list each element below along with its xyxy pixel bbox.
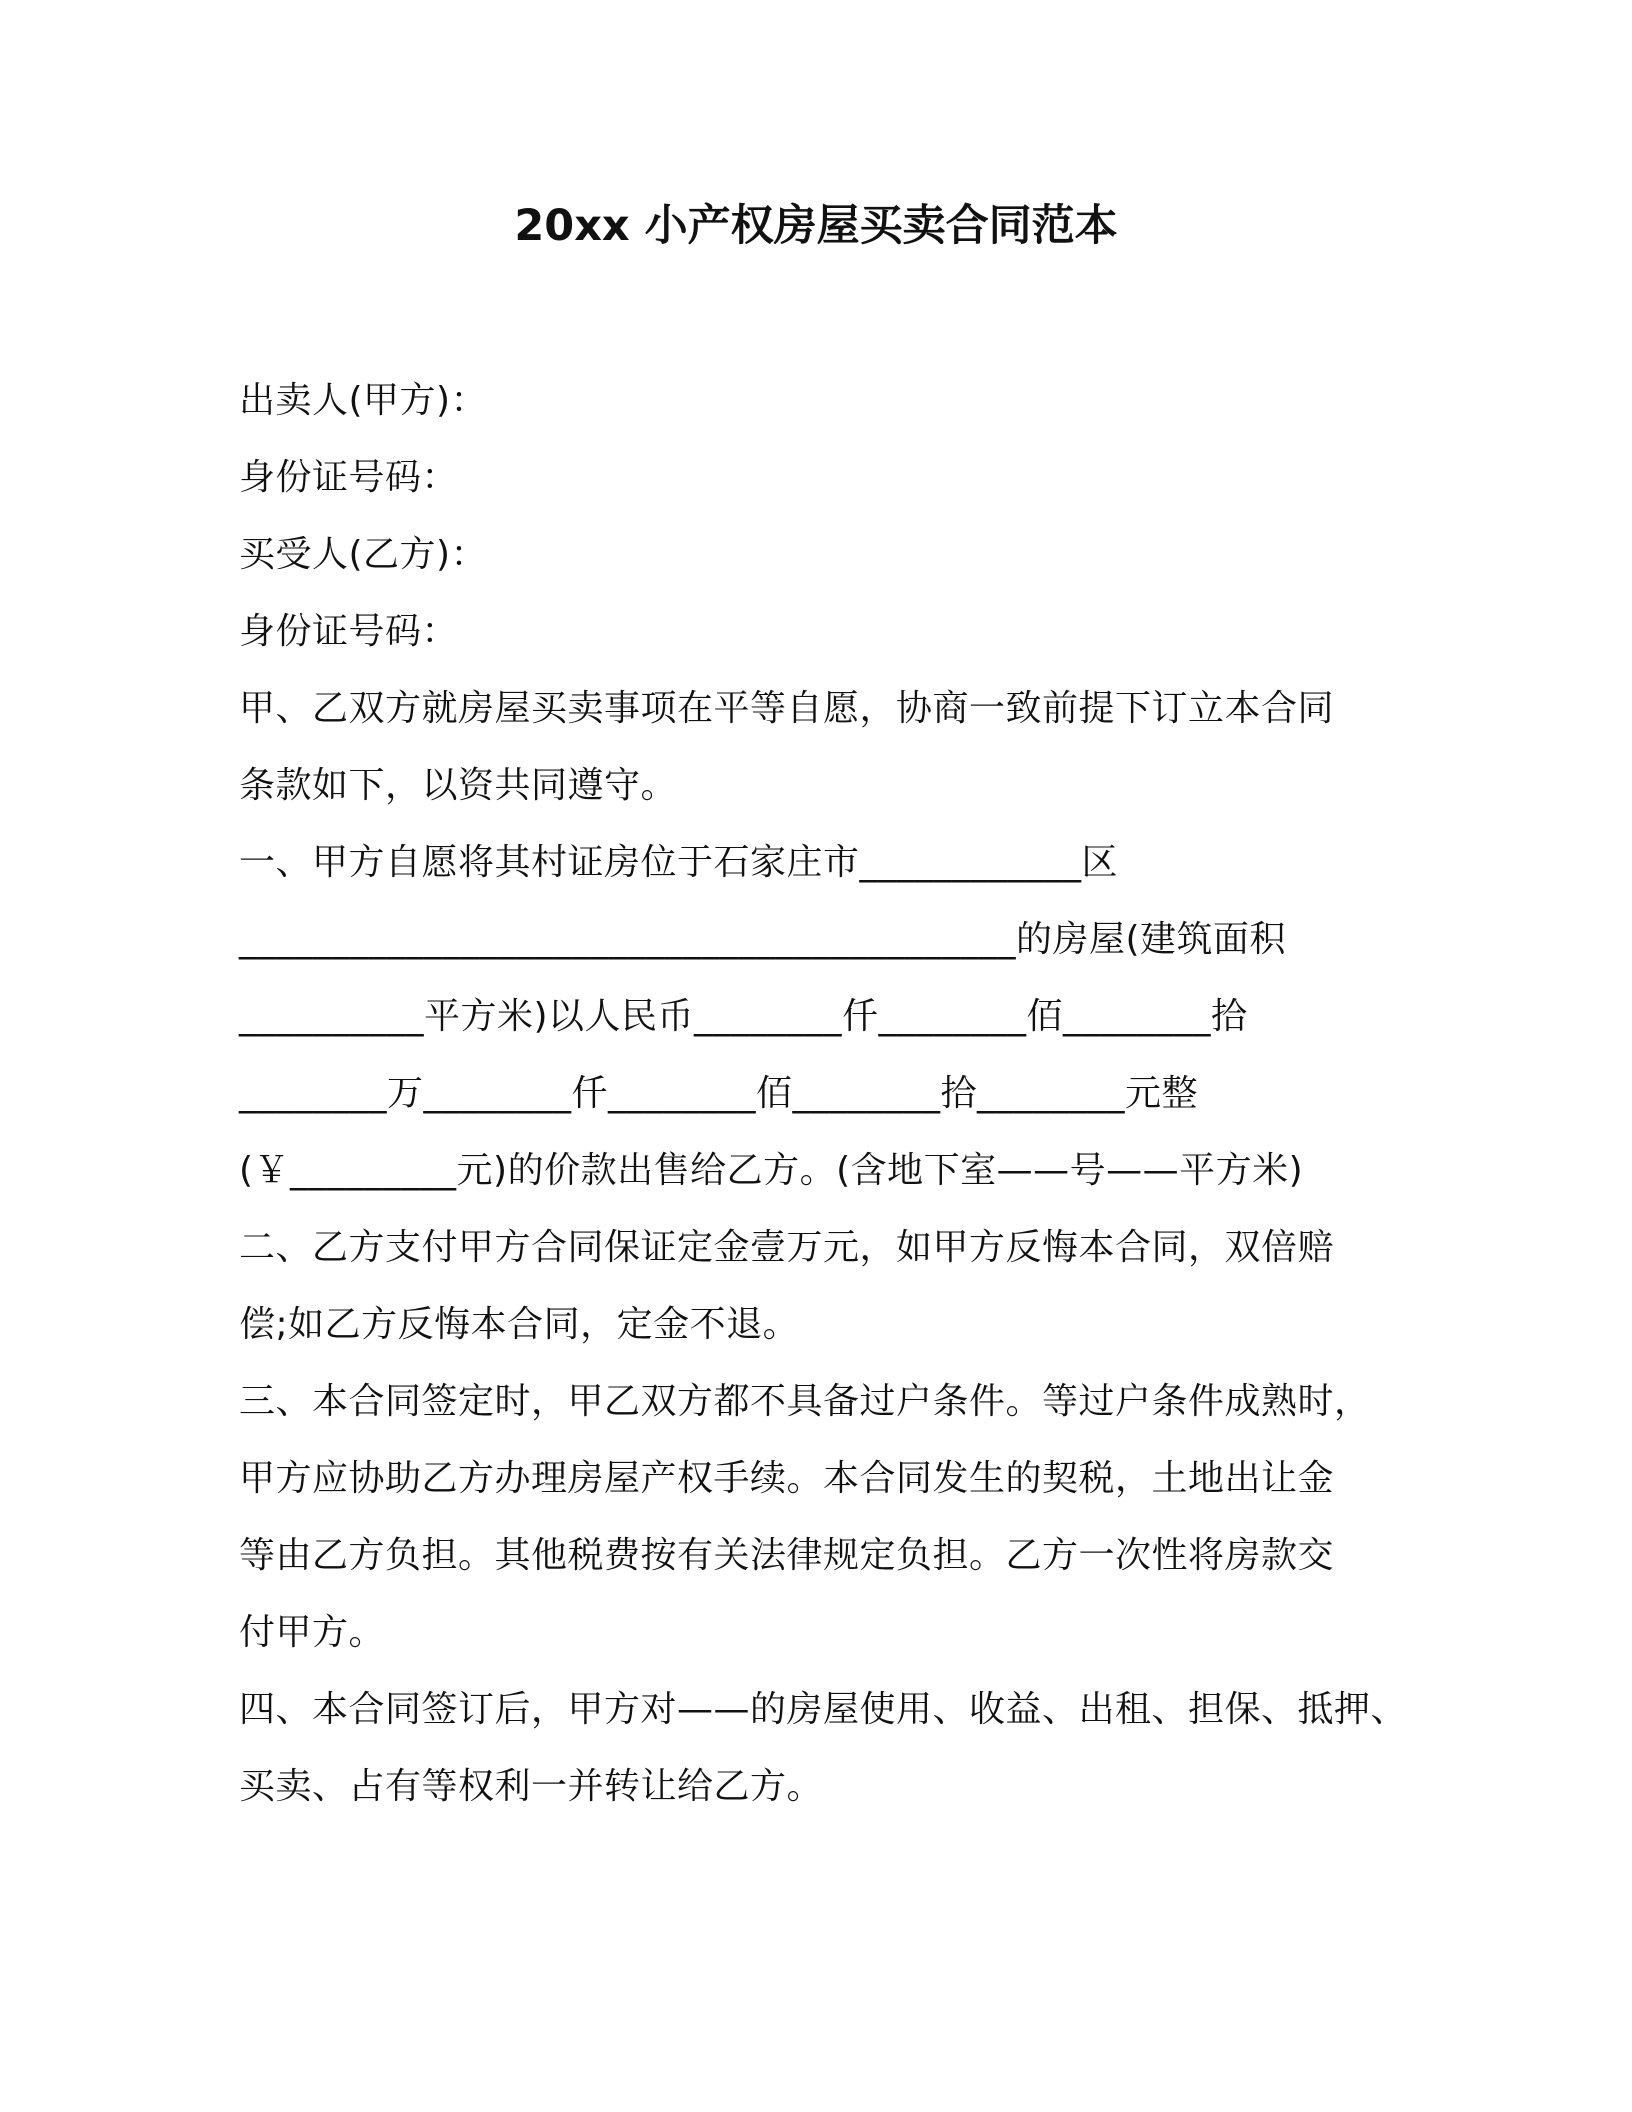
clause-4-line-2: 买卖、占有等权利一并转让给乙方。 — [239, 1766, 824, 1807]
buyer-id-line: 身份证号码： — [239, 611, 459, 652]
clause-2-line-2: 偿;如乙方反悔本合同，定金不退。 — [239, 1304, 800, 1345]
clause-1-line-4: ________万________仟________佰________拾________元整 — [239, 1073, 1198, 1114]
contract-body — [239, 362, 1419, 1825]
clause-2-line-1: 二、乙方支付甲方合同保证定金壹万元，如甲方反悔本合同，双倍赔 — [239, 1227, 1335, 1268]
clause-1-line-2: __________________________________________的房屋(建筑面积 — [239, 919, 1287, 960]
clause-3-line-3: 等由乙方负担。其他税费按有关法律规定负担。乙方一次性将房款交 — [239, 1535, 1335, 1576]
clause-1-line-3: __________平方米)以人民币________仟________佰________拾 — [239, 996, 1248, 1037]
seller-id-line: 身份证号码： — [239, 457, 459, 498]
clause-1-line-1: 一、甲方自愿将其村证房位于石家庄市____________区 — [239, 842, 1119, 883]
buyer-line: 买受人(乙方)： — [239, 534, 488, 575]
preamble-line-1: 甲、乙双方就房屋买卖事项在平等自愿，协商一致前提下订立本合同 — [239, 688, 1335, 729]
preamble-line-2: 条款如下，以资共同遵守。 — [239, 765, 678, 806]
document-title: 20xx 小产权房屋买卖合同范本 — [514, 201, 1118, 251]
seller-line: 出卖人(甲方)： — [239, 380, 488, 421]
clause-3-line-2: 甲方应协助乙方办理房屋产权手续。本合同发生的契税，土地出让金 — [239, 1458, 1335, 1499]
clause-1-line-5: (￥_________元)的价款出售给乙方。(含地下室——号——平方米) — [239, 1150, 1304, 1191]
clause-4-line-1: 四、本合同签订后，甲方对——的房屋使用、收益、出租、担保、抵押、 — [239, 1689, 1408, 1730]
clause-3-line-1: 三、本合同签定时，甲乙双方都不具备过户条件。等过户条件成熟时， — [239, 1381, 1371, 1422]
clause-3-line-4: 付甲方。 — [239, 1612, 386, 1653]
